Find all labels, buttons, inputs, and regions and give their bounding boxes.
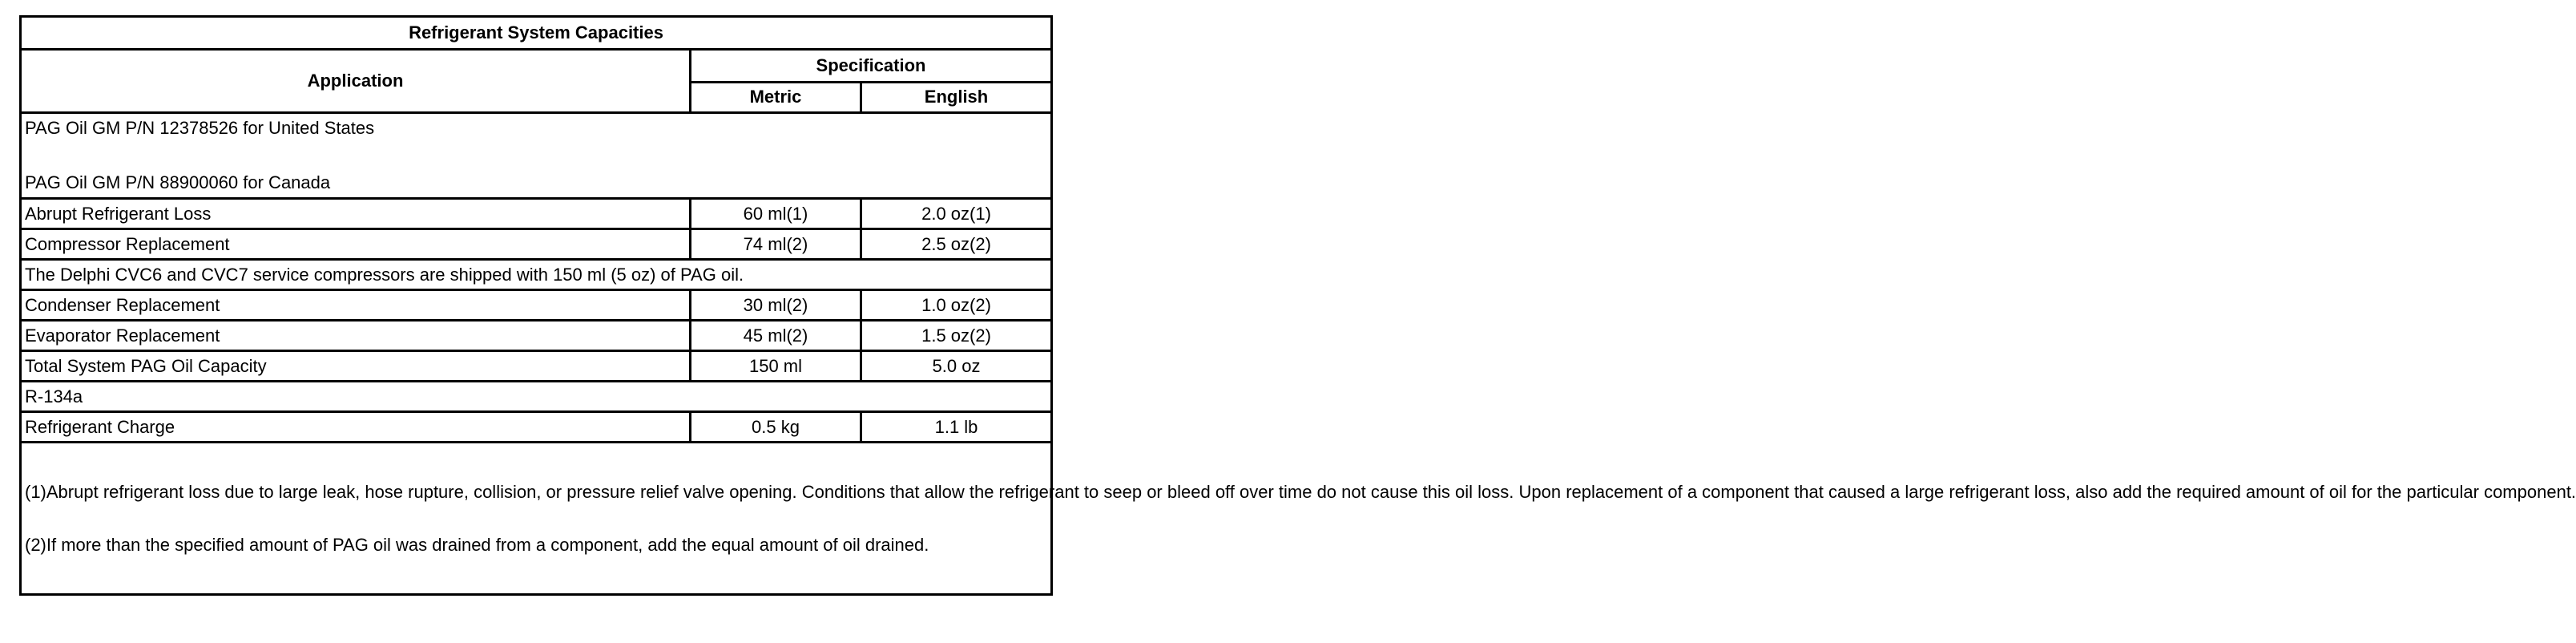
row-english: 5.0 oz [861, 351, 1052, 382]
row-application: Total System PAG Oil Capacity [21, 351, 691, 382]
table-row [21, 229, 1052, 260]
oil-part-numbers [21, 113, 1052, 199]
oil-note-row [21, 113, 1052, 199]
compressor-note-row [21, 260, 1052, 290]
row-english: 2.5 oz(2) [861, 229, 1052, 260]
row-application: Evaporator Replacement [21, 321, 691, 351]
header-row [21, 50, 1052, 83]
row-metric: 30 ml(2) [691, 290, 861, 321]
row-metric: 45 ml(2) [691, 321, 861, 351]
row-metric: 60 ml(1) [691, 199, 861, 229]
charge-application: Refrigerant Charge [21, 412, 691, 443]
refrigerant-type-row [21, 382, 1052, 412]
footnote-1: (1)Abrupt refrigerant loss due to large leak, hose rupture, collision, or pressure relief valve opening. Conditions that allow the refrigerant to seep or bleed off over time do not cause this oil loss. Upon replacement of a component that caused a large refrigerant loss, also add the required amount of oil for the particular component. [25, 481, 2576, 502]
compressor-note: The Delphi CVC6 and CVC7 service compressors are shipped with 150 ml (5 oz) of PAG oil. [21, 260, 1052, 290]
refrigerant-type: R-134a [21, 382, 1052, 412]
oil-note-us: PAG Oil GM P/N 12378526 for United States [25, 118, 375, 138]
header-english: English [861, 82, 1052, 112]
footnotes [21, 443, 2576, 595]
table-row [21, 412, 1052, 443]
table-row [21, 351, 1052, 382]
refrigerant-capacities-table [19, 15, 2576, 596]
header-application: Application [21, 50, 691, 113]
footnotes-row [21, 443, 1052, 595]
row-english: 1.5 oz(2) [861, 321, 1052, 351]
row-application: Abrupt Refrigerant Loss [21, 199, 691, 229]
table-row [21, 199, 1052, 229]
table-row [21, 321, 1052, 351]
table-row [21, 290, 1052, 321]
charge-metric: 0.5 kg [691, 412, 861, 443]
row-english: 2.0 oz(1) [861, 199, 1052, 229]
oil-note-canada: PAG Oil GM P/N 88900060 for Canada [25, 172, 331, 192]
title-row [21, 17, 1052, 50]
row-metric: 150 ml [691, 351, 861, 382]
row-application: Compressor Replacement [21, 229, 691, 260]
header-specification: Specification [691, 50, 1052, 83]
header-metric: Metric [691, 82, 861, 112]
row-application: Condenser Replacement [21, 290, 691, 321]
row-metric: 74 ml(2) [691, 229, 861, 260]
charge-english: 1.1 lb [861, 412, 1052, 443]
footnote-2: (2)If more than the specified amount of PAG oil was drained from a component, add the equal amount of oil drained. [25, 534, 929, 555]
row-english: 1.0 oz(2) [861, 290, 1052, 321]
table-title: Refrigerant System Capacities [21, 17, 1052, 50]
